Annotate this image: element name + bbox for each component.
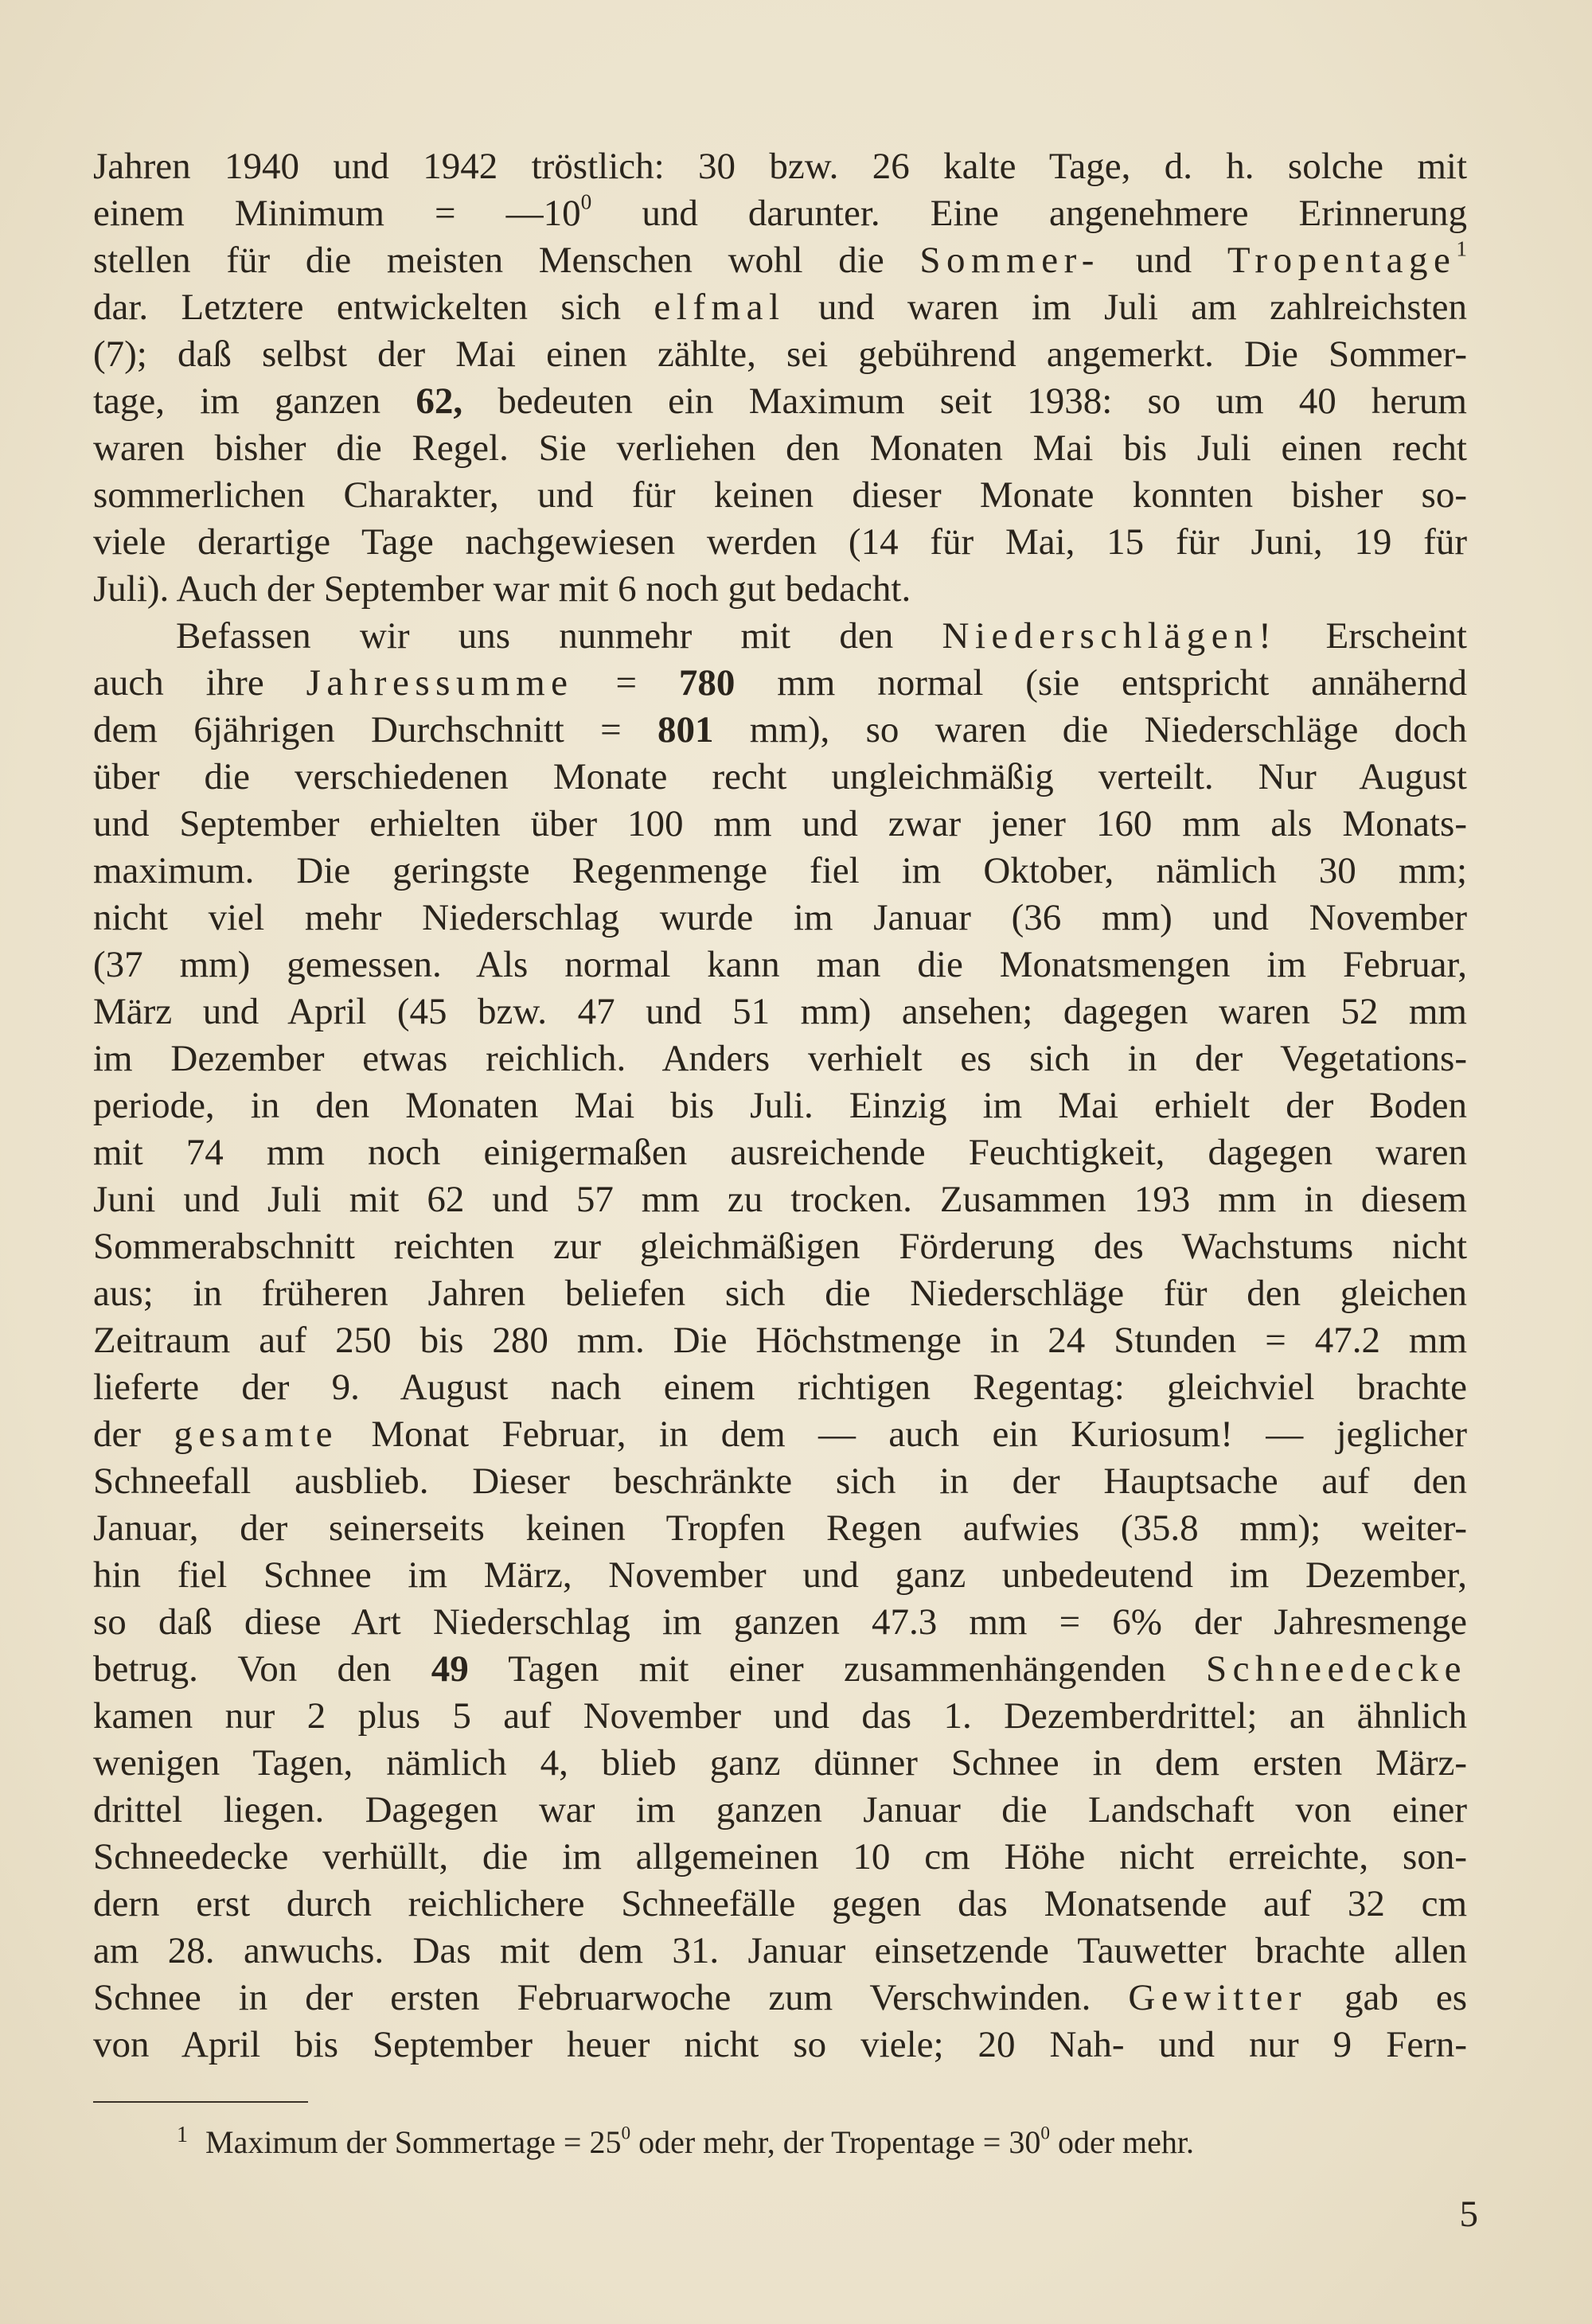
text-line: von April bis September heuer nicht so viele; 20 Nah- und nur 9 Fern-	[93, 2024, 1467, 2065]
text-line	[93, 237, 1467, 284]
text-line	[93, 1975, 1467, 2022]
text-line: Januar, der seinerseits keinen Tropfen Regen aufwies (35.8 mm); weiter-	[93, 1507, 1467, 1549]
spaced-term: Jahressumme	[306, 662, 574, 704]
text-line	[93, 378, 1467, 425]
bold-number: 780	[678, 662, 736, 704]
text-fragment: und waren im Juli am zahlreichsten	[785, 287, 1467, 328]
text-line: Schneedecke verhüllt, die im allgemeinen 10 cm Höhe nicht erreichte, son-	[93, 1836, 1467, 1878]
footnote-divider	[93, 2101, 308, 2103]
text-line: im Dezember etwas reichlich. Anders verhielt es sich in der Vegetations-	[93, 1038, 1467, 1079]
text-line: am 28. anwuchs. Das mit dem 31. Januar einsetzende Tauwetter brachte allen	[93, 1930, 1467, 1971]
text-line	[93, 190, 1467, 237]
text-fragment: Tagen mit einer zusammenhängenden	[468, 1648, 1206, 1690]
text-fragment: Schnee in der ersten Februarwoche zum Verschwinden.	[93, 1977, 1129, 2018]
text-line	[93, 1646, 1467, 1693]
text-line: hin fiel Schnee im März, November und ganz unbedeutend im Dezember,	[93, 1554, 1467, 1596]
text-line	[93, 707, 1467, 754]
degree-superscript: 0	[1040, 2123, 1050, 2144]
spaced-term: gesamte	[174, 1414, 339, 1455]
text-line: wenigen Tagen, nämlich 4, blieb ganz dünner Schnee in dem ersten März-	[93, 1742, 1467, 1784]
text-line: periode, in den Monaten Mai bis Juli. Einzig im Mai erhielt der Boden	[93, 1085, 1467, 1126]
text-fragment: Erscheint	[1277, 615, 1467, 657]
text-fragment: bedeuten ein Maximum seit 1938: so um 40 herum	[462, 380, 1467, 422]
spaced-term: Niederschlägen!	[942, 615, 1278, 657]
text-fragment: der	[93, 1414, 174, 1455]
text-line: lieferte der 9. August nach einem richtigen Regentag: gleichviel brachte	[93, 1367, 1467, 1408]
text-line: März und April (45 bzw. 47 und 51 mm) ansehen; dagegen waren 52 mm	[93, 991, 1467, 1032]
text-line: und September erhielten über 100 mm und zwar jener 160 mm als Monats-	[93, 803, 1467, 844]
text-fragment: mm), so waren die Niederschläge doch	[713, 709, 1467, 751]
text-line: maximum. Die geringste Regenmenge fiel im Oktober, nämlich 30 mm;	[93, 850, 1467, 891]
spaced-term: Schneedecke	[1205, 1648, 1467, 1690]
text-line: viele derartige Tage nachgewiesen werden (14 für Mai, 15 für Juni, 19 für	[93, 521, 1467, 563]
footnote-marker: 1	[177, 2123, 188, 2147]
text-fragment: dar. Letztere entwickelten sich	[93, 287, 654, 328]
degree-superscript: 0	[580, 190, 592, 214]
degree-superscript: 0	[621, 2123, 631, 2144]
text-line: mit 74 mm noch einigermaßen ausreichende Feuchtigkeit, dagegen waren	[93, 1132, 1467, 1173]
text-line: drittel liegen. Dagegen war im ganzen Januar die Landschaft von einer	[93, 1789, 1467, 1831]
spaced-term: Sommer-	[919, 240, 1100, 281]
text-line	[93, 660, 1467, 707]
page-number: 5	[1459, 2193, 1478, 2235]
spaced-term: Gewitter	[1128, 1977, 1307, 2018]
text-line: sommerlichen Charakter, und für keinen dieser Monate konnten bisher so-	[93, 474, 1467, 516]
text-line: aus; in früheren Jahren beliefen sich die Niederschläge für den gleichen	[93, 1273, 1467, 1314]
bold-number: 62,	[416, 380, 463, 422]
text-line: Sommerabschnitt reichten zur gleichmäßigen Förderung des Wachstums nicht	[93, 1226, 1467, 1267]
text-line: Schneefall ausblieb. Dieser beschränkte sich in der Hauptsache auf den	[93, 1460, 1467, 1502]
footnote-reference: 1	[1456, 237, 1467, 261]
text-line: dern erst durch reichlichere Schneefälle gegen das Monatsende auf 32 cm	[93, 1883, 1467, 1924]
text-line	[93, 613, 1467, 660]
text-fragment: betrug. Von den	[93, 1648, 431, 1690]
text-line: waren bisher die Regel. Sie verliehen den Monaten Mai bis Juli einen recht	[93, 427, 1467, 469]
text-fragment: auch ihre	[93, 662, 306, 704]
text-line: (37 mm) gemessen. Als normal kann man die Monatsmengen im Februar,	[93, 944, 1467, 985]
text-line: nicht viel mehr Niederschlag wurde im Januar (36 mm) und November	[93, 897, 1467, 938]
body-text	[93, 143, 1467, 2069]
text-line: Juni und Juli mit 62 und 57 mm zu trocken. Zusammen 193 mm in diesem	[93, 1179, 1467, 1220]
text-line	[93, 284, 1467, 331]
spaced-term: elfmal	[654, 287, 786, 328]
text-fragment: einem Minimum = —10	[93, 193, 581, 234]
text-line: kamen nur 2 plus 5 auf November und das 1. Dezemberdrittel; an ähnlich	[93, 1695, 1467, 1737]
bold-number: 801	[657, 709, 714, 751]
text-fragment: tage, im ganzen	[93, 380, 416, 422]
bold-number: 49	[431, 1648, 469, 1690]
footnote-text: oder mehr, der Tropentage = 30	[630, 2124, 1041, 2160]
footnote	[177, 2115, 1194, 2162]
text-fragment: dem 6jährigen Durchschnitt =	[93, 709, 657, 751]
text-line: (7); daß selbst der Mai einen zählte, sei gebührend angemerkt. Die Sommer-	[93, 333, 1467, 375]
text-fragment: =	[573, 662, 679, 704]
text-fragment: mm normal (sie entspricht annähernd	[735, 662, 1467, 704]
text-fragment: stellen für die meisten Menschen wohl die	[93, 240, 920, 281]
text-line: Jahren 1940 und 1942 tröstlich: 30 bzw. 26 kalte Tage, d. h. solche mit	[93, 146, 1467, 187]
text-fragment: und	[1099, 240, 1227, 281]
text-fragment: und darunter. Eine angenehmere Erinnerung	[591, 193, 1467, 234]
text-line: so daß diese Art Niederschlag im ganzen 47.3 mm = 6% der Jahresmenge	[93, 1601, 1467, 1643]
footnote-text: oder mehr.	[1049, 2124, 1195, 2160]
text-line: über die verschiedenen Monate recht ungleichmäßig verteilt. Nur August	[93, 756, 1467, 797]
spaced-term: Tropentage	[1227, 240, 1457, 281]
text-line: Zeitraum auf 250 bis 280 mm. Die Höchstmenge in 24 Stunden = 47.2 mm	[93, 1320, 1467, 1361]
text-fragment: gab es	[1307, 1977, 1467, 2018]
text-fragment: Monat Februar, in dem — auch ein Kuriosum! — jeglicher	[338, 1414, 1467, 1455]
text-line	[93, 1411, 1467, 1458]
text-line: Juli). Auch der September war mit 6 noch gut bedacht.	[93, 568, 911, 610]
text-fragment: Befassen wir uns nunmehr mit den	[176, 615, 942, 657]
footnote-text: Maximum der Sommertage = 25	[205, 2124, 622, 2160]
